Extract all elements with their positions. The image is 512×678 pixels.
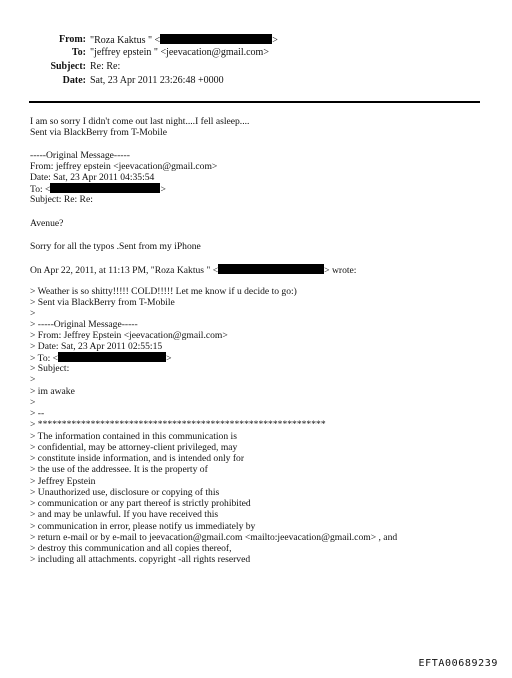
quoted-line: > -----Original Message----- — [30, 319, 138, 330]
quoted-line: > Weather is so shitty!!!!! COLD!!!!! Let me know if u decide to go:) — [30, 286, 297, 297]
quoted-line: > Date: Sat, 23 Apr 2011 02:55:15 — [30, 341, 163, 352]
quoted-line: > Sent via BlackBerry from T-Mobile — [30, 297, 175, 308]
signature-line: Sent via BlackBerry from T-Mobile — [30, 127, 167, 138]
quoted-line: > communication in error, please notify us immediately by — [30, 521, 256, 532]
reply-line: I am so sorry I didn't come out last night....I fell asleep.... — [30, 116, 250, 127]
quoted-line: > destroy this communication and all copies thereof, — [30, 543, 232, 554]
quoted-line: > confidential, may be attorney-client privileged, may — [30, 442, 238, 453]
document-id: EFTA00689239 — [418, 658, 498, 669]
orig-to: To: < > — [30, 184, 166, 195]
quoted-line: > the use of the addressee. It is the property of — [30, 464, 208, 475]
original-message-divider: -----Original Message----- — [30, 150, 130, 161]
quoted-line: > — [30, 374, 36, 385]
quoted-line: > Subject: — [30, 363, 70, 374]
quoted-line: > ************************************************************ — [30, 419, 326, 430]
quoted-line: > Unauthorized use, disclosure or copying of this — [30, 487, 220, 498]
redaction-bar — [218, 264, 324, 274]
subject-label: Subject: — [50, 61, 86, 72]
quoted-line: > and may be unlawful. If you have received this — [30, 509, 219, 520]
orig-date: Date: Sat, 23 Apr 2011 04:35:54 — [30, 172, 155, 183]
quoted-line: > im awake — [30, 386, 75, 397]
header-divider — [29, 101, 480, 103]
quoted-line: > -- — [30, 408, 45, 419]
quoted-line: > The information contained in this communication is — [30, 431, 237, 442]
date-value: Sat, 23 Apr 2011 23:26:48 +0000 — [90, 75, 224, 86]
quoted-line: > From: Jeffrey Epstein <jeevacation@gmail.com> — [30, 330, 228, 341]
quoted-line: > — [30, 308, 36, 319]
quoted-line: > Jeffrey Epstein — [30, 476, 96, 487]
quoted-line: > return e-mail or by e-mail to jeevacation@gmail.com <mailto:jeevacation@gmail.com> , and — [30, 532, 398, 543]
quoted-to-line: > To: < > — [30, 353, 172, 364]
quoted-line: > including all attachments. copyright -all rights reserved — [30, 554, 251, 565]
redaction-bar — [50, 183, 160, 193]
to-label: To: — [71, 47, 86, 58]
wrote-line: On Apr 22, 2011, at 11:13 PM, "Roza Kaktus " < > wrote: — [30, 265, 357, 276]
quoted-line: > communication or any part thereof is strictly prohibited — [30, 498, 251, 509]
subject-value: Re: Re: — [90, 61, 121, 72]
quoted-line: > constitute inside information, and is intended only for — [30, 453, 245, 464]
orig-from: From: jeffrey epstein <jeevacation@gmail.com> — [30, 161, 218, 172]
orig-subject: Subject: Re: Re: — [30, 194, 93, 205]
iphone-signature: Sorry for all the typos .Sent from my iPhone — [30, 241, 201, 252]
quoted-line: > — [30, 397, 36, 408]
to-value: "jeffrey epstein " <jeevacation@gmail.com> — [90, 47, 269, 58]
from-label: From: — [58, 34, 86, 45]
redaction-bar — [58, 352, 166, 362]
redaction-bar — [160, 34, 272, 44]
date-label: Date: — [62, 75, 86, 86]
avenue-line: Avenue? — [30, 218, 64, 229]
from-value: "Roza Kaktus " < > — [90, 35, 278, 46]
